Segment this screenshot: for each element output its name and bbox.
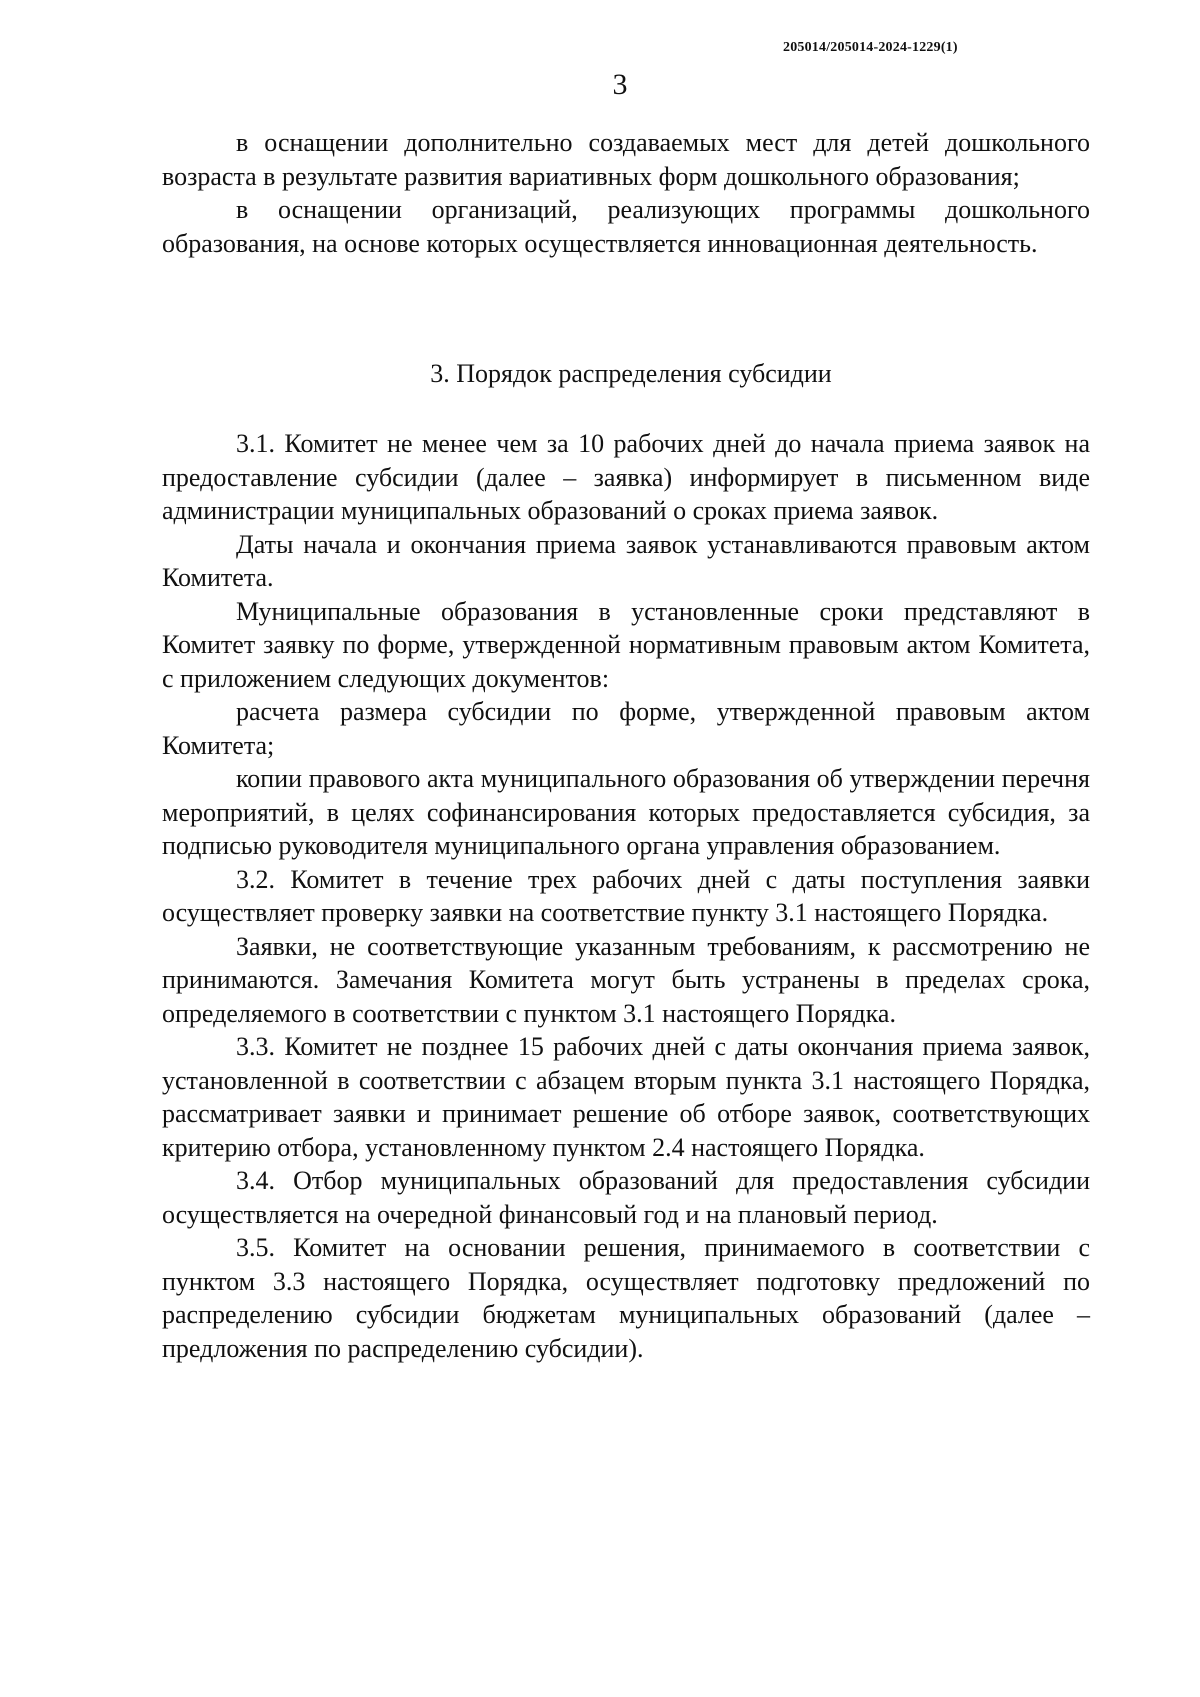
intro-text [162, 126, 1090, 260]
paragraph: Даты начала и окончания приема заявок устанавливаются правовым актом Комитета. [162, 529, 1090, 592]
paragraph: 3.5. Комитет на основании решения, принимаемого в соответствии с пунктом 3.3 настоящего Порядка, осуществляет подготовку предложений по распределению субсидии бюджетам муниципальных образований (далее – предложения по распределению субсидии). [162, 1233, 1090, 1363]
paragraph: в оснащении организаций, реализующих программы дошкольного образования, на основе которых осуществляется инновационная деятельность. [162, 195, 1090, 258]
paragraph: 3.2. Комитет в течение трех рабочих дней с даты поступления заявки осуществляет проверку заявки на соответствие пункту 3.1 настоящего Порядка. [162, 864, 1090, 927]
section-title: 3. Порядок распределения субсидии [430, 359, 832, 388]
page-number: 3 [612, 68, 628, 101]
section-text [162, 427, 1090, 1365]
paragraph: 3.1. Комитет не менее чем за 10 рабочих дней до начала приема заявок на предоставление субсидии (далее – заявка) информирует в письменном виде администрации муниципальных образований о сроках приема заявок. [162, 429, 1090, 525]
paragraph: Муниципальные образования в установленные сроки представляют в Комитет заявку по форме, утвержденной нормативным правовым актом Комитета, с приложением следующих документов: [162, 596, 1090, 693]
paragraph: Заявки, не соответствующие указанным требованиям, к рассмотрению не принимаются. Замечания Комитета могут быть устранены в пределах срока, определяемого в соответствии с пунктом 3.1 настоящего Порядка. [162, 931, 1090, 1028]
paragraph: в оснащении дополнительно создаваемых мест для детей дошкольного возраста в результате развития вариативных форм дошкольного образования; [162, 128, 1090, 191]
paragraph: 3.4. Отбор муниципальных образований для предоставления субсидии осуществляется на очередной финансовый год и на плановый период. [162, 1166, 1090, 1229]
document-id: 205014/205014-2024-1229(1) [783, 40, 958, 55]
paragraph: 3.3. Комитет не позднее 15 рабочих дней с даты окончания приема заявок, установленной в соответствии с абзацем вторым пункта 3.1 настоящего Порядка, рассматривает заявки и принимает решение об отборе заявок, соответствующих критерию отбора, установленному пунктом 2.4 настоящего Порядка. [162, 1032, 1090, 1162]
paragraph: копии правового акта муниципального образования об утверждении перечня мероприятий, в целях софинансирования которых предоставляется субсидия, за подписью руководителя муниципального органа управления образованием. [162, 764, 1090, 860]
paragraph: расчета размера субсидии по форме, утвержденной правовым актом Комитета; [162, 697, 1090, 760]
